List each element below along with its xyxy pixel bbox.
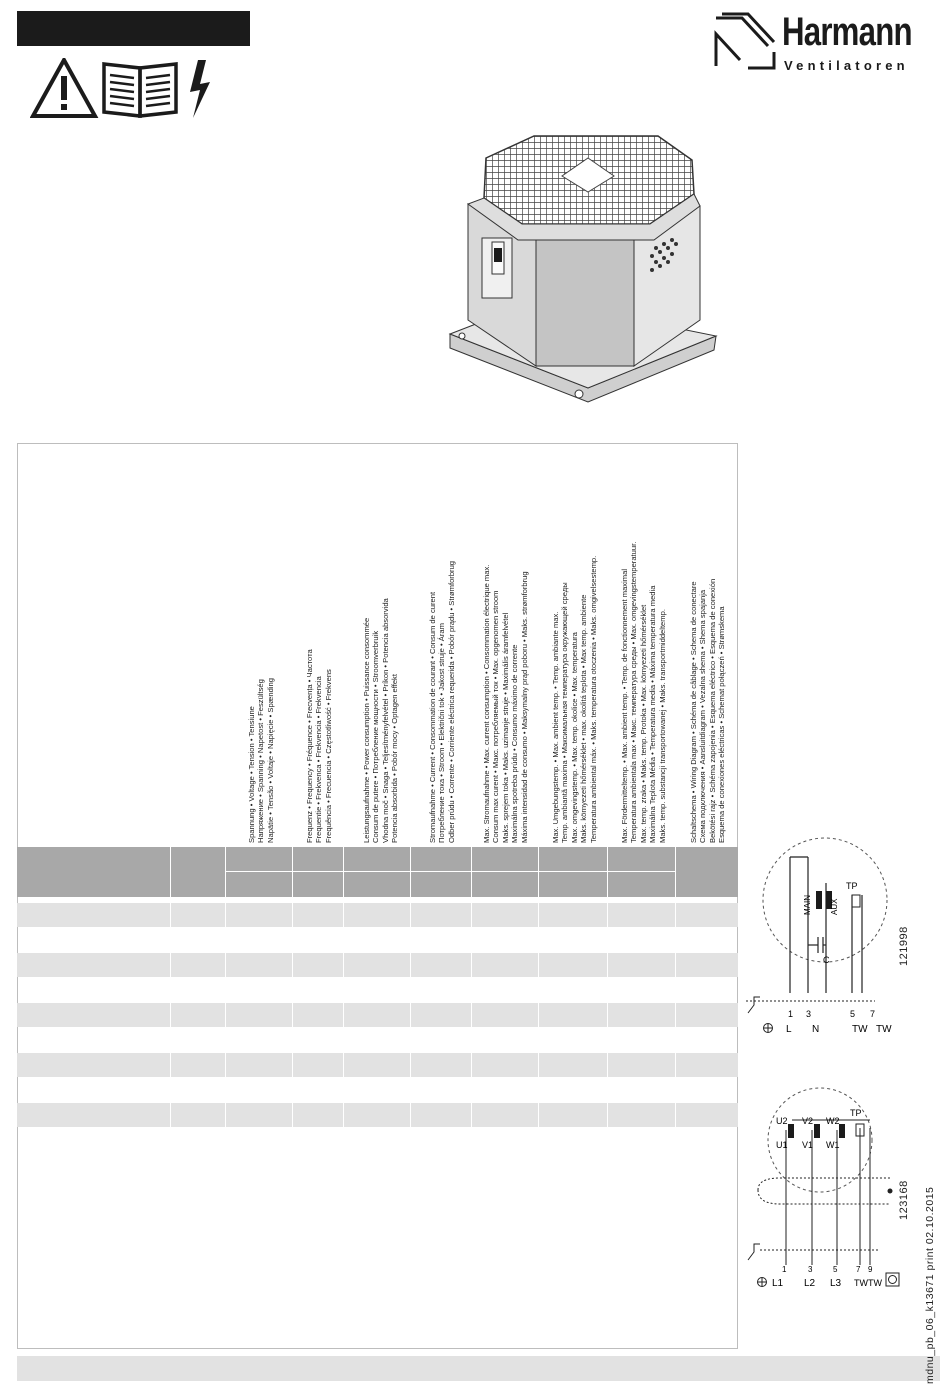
terminal-3: 3 — [806, 1009, 812, 1019]
aux-label: AUX — [830, 898, 839, 915]
terminal-1: 1 — [782, 1265, 787, 1274]
column-divider — [675, 847, 676, 1128]
label-tw1: TW — [852, 1024, 868, 1035]
header-max-medium-temp: Max. Fördermitteltemp. • Max. ambient temp. • Temp. de fonctionnement maximal Temperatura ambientala max • Макс. температура среды • Max. omgevingstemperatuur. Max. temp. zraka • Maks. temp. Protoka • Max. környezeti hőmérséklet Maximálna Teplota Média • Temperatura media • Máxima temperatura media Maks. temp. substancji transportowanej • Maks. transportmiddeltemp. — [620, 541, 667, 843]
label-v2: V2 — [802, 1116, 814, 1126]
diagram2-id: 123168 — [898, 1180, 910, 1220]
header-frequency: Frequenz • Frequency • Fréquence • Frecvența • Частота Frequentie • Frekvenca • Frekvencia • Frekvencia Frequência • Frecuencia • Częstotliwość • Frekvens — [305, 649, 333, 843]
earth-icon — [764, 1024, 773, 1033]
column-divider — [343, 847, 344, 1128]
column-divider — [538, 847, 539, 1128]
logo-mark-icon — [712, 12, 778, 72]
roof-fan-product-image — [438, 130, 728, 430]
terminal-1: 1 — [788, 1009, 794, 1019]
label-w2: W2 — [826, 1116, 840, 1126]
earth-icon — [758, 1278, 767, 1287]
header-voltage: Spannung • Voltage • Tension • Tensiune Напряжение • Spanning • Napetost • Feszültség Napätie • Tensão • Voltaje • Napięcie • Spænding — [247, 677, 275, 843]
column-divider — [292, 847, 293, 1128]
brand-logo — [712, 12, 928, 74]
label-n: N — [812, 1024, 820, 1035]
label-v1: V1 — [802, 1140, 814, 1150]
label-u1: U1 — [776, 1140, 788, 1150]
table-row — [17, 953, 738, 977]
table-header-band — [17, 847, 738, 897]
manual-book-icon — [104, 64, 176, 116]
label-twtw: TWTW — [854, 1278, 882, 1288]
column-divider — [410, 847, 411, 1128]
earth-icon — [886, 1273, 899, 1286]
terminal-3: 3 — [808, 1265, 813, 1274]
electric-bolt-icon — [190, 60, 210, 118]
title-bar — [17, 11, 250, 46]
column-divider — [170, 847, 171, 1128]
terminal-5: 5 — [833, 1265, 838, 1274]
warning-triangle-icon — [33, 60, 95, 116]
column-divider — [607, 847, 608, 1128]
header-power: Leistungsaufnahme • Power consumption • Puissance consommée Consum de putere • Потребление мощности • Stroomverbruik Vhodna moč • Snaga • Teljesítményfelvétel • Príkon • Potencia absorvida Potencia absorbida • Pobór mocy • Optagen effekt — [362, 598, 400, 843]
label-tp: TP — [850, 1108, 862, 1118]
terminal-7: 7 — [870, 1009, 876, 1019]
table-row — [17, 1053, 738, 1077]
brand-subtitle: Ventilatoren — [784, 58, 909, 73]
warning-icons — [30, 58, 215, 120]
label-tw2: TW — [876, 1024, 892, 1035]
terminal-9: 9 — [868, 1265, 873, 1274]
header-max-current: Max. Stromaufnahme • Max. current consumption • Consommation électrique max. Consum max curent • Макс. потребляемый ток • Max. opgenomen stroom Maks. sprejem toka • Maks. uzimanje struje • Maximális áramfelvétel Maximálna spotreba prúdu • Consumo máximo de corrente Máxima intensidad de consumo • Maksymalny prąd poboru • Maks. strømforbrug — [482, 564, 529, 843]
terminal-5: 5 — [850, 1009, 856, 1019]
label-l2: L2 — [804, 1278, 816, 1289]
column-divider — [471, 847, 472, 1128]
wiring-diagram-single-phase — [740, 825, 900, 1040]
label-l: L — [786, 1024, 792, 1035]
footer-band — [17, 1356, 940, 1381]
wiring-diagram-three-phase — [740, 1080, 910, 1295]
capacitor-label: C — [823, 955, 830, 965]
table-row — [17, 1103, 738, 1127]
header-max-ambient-temp: Max. Umgebungstemp. • Max. ambient temp. • Temp. ambiante max. Temp. ambiantă maxima • Максимальная температура окружающей среды Max. omgevingstemp. • Max. temp. okolice • Max. temperatura Maks. környezeti hőmérséklet • max. okolitá teplota • Max temp. ambiente Temperatura ambiental máx. • Maks. temperatura otoczenia • Maks. omgivelsestemp. — [551, 555, 598, 843]
terminal-7: 7 — [856, 1265, 861, 1274]
header-wiring-diagram: Schaltschema • Wiring Diagram • Schéma de câblage • Schema de conectare Схема подключения • Aansluitdiagram • Vezalna shema • Shema spajanja Bekötési rajz • Schéma zapojenia • Esquema eléctrico • Esquema de conexión Esquema de conexiones eléctricas • Schemat połączeń • Strømskema — [689, 578, 727, 843]
label-l3: L3 — [830, 1278, 842, 1289]
main-label: MAIN — [803, 895, 812, 915]
label-w1: W1 — [826, 1140, 840, 1150]
table-row — [17, 903, 738, 927]
label-l1: L1 — [772, 1278, 784, 1289]
brand-name: Harmann — [782, 10, 912, 54]
column-divider — [225, 847, 226, 1128]
tp-label: TP — [846, 881, 858, 891]
document-code: mdnu_pb_06_k13671 print 02.10.2015 — [924, 1186, 936, 1384]
table-row — [17, 1003, 738, 1027]
diagram1-id: 121998 — [898, 926, 910, 966]
header-current: Stromaufnahme • Current • Consommation de courant • Consum de curent Потребление тока • Stroom • Električni tok • Jakost struje • Áram Odber prúdu • Corrente • Corriente eléctrica requerida • Pobór prądu • Strømforbrug — [428, 560, 456, 843]
label-u2: U2 — [776, 1116, 788, 1126]
